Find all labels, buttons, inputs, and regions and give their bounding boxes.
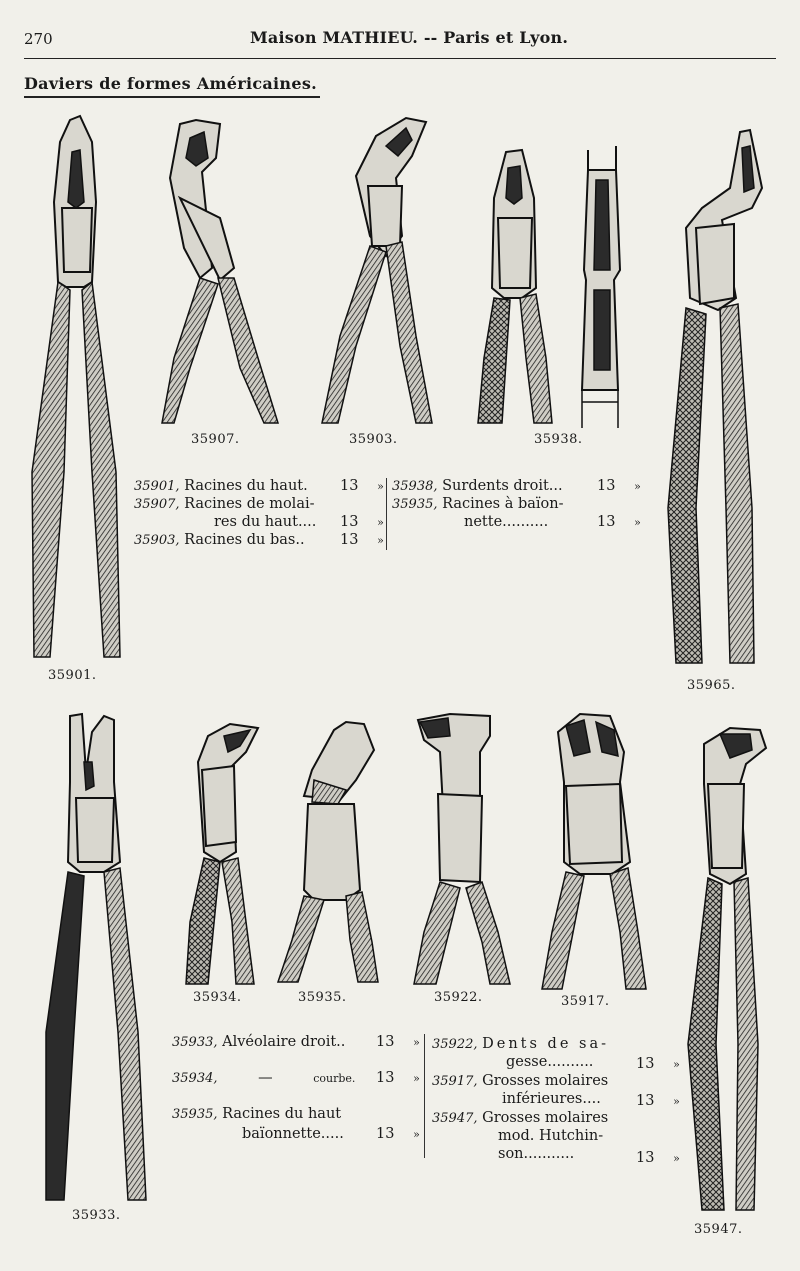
page-header: Maison MATHIEU. -- Paris et Lyon. xyxy=(250,28,569,47)
list-item: 35934, — courbe. xyxy=(172,1070,356,1086)
figure-label-35934: 35934. xyxy=(193,990,242,1005)
list-item: son........... xyxy=(498,1146,575,1162)
list-price: 13 » xyxy=(636,1093,680,1109)
forceps-35933-illustration xyxy=(40,712,152,1204)
figure-label-35965: 35965. xyxy=(687,678,736,693)
list-price: 13 » xyxy=(636,1150,680,1166)
list-price: 13 » xyxy=(376,1126,420,1142)
list-item: 35907, Racines de molai- xyxy=(134,496,315,512)
forceps-35907-illustration xyxy=(160,118,285,428)
list-price: 13 » xyxy=(597,514,641,530)
list-item: 35935, Racines du haut xyxy=(172,1106,342,1122)
column-separator xyxy=(386,478,387,550)
forceps-35901-illustration xyxy=(26,112,126,667)
bayonet-detail-illustration xyxy=(574,140,630,430)
figure-label-35922: 35922. xyxy=(434,990,483,1005)
list-item: 35938, Surdents droit... xyxy=(392,478,563,494)
list-item: inférieures.... xyxy=(502,1091,601,1107)
list-item: baïonnette..... xyxy=(242,1126,344,1142)
list-price: 13 » xyxy=(340,478,384,494)
header-rule xyxy=(24,58,776,59)
figure-label-35947: 35947. xyxy=(694,1222,743,1237)
list-item: 35935, Racines à baïon- xyxy=(392,496,564,512)
title-underline xyxy=(24,96,320,98)
list-item: mod. Hutchin- xyxy=(498,1128,604,1144)
list-item: gesse.......... xyxy=(506,1054,594,1070)
list-item: 35922, Dents de sa- xyxy=(432,1036,609,1052)
forceps-35938-illustration xyxy=(474,148,554,428)
figure-label-35907: 35907. xyxy=(191,432,240,447)
list-item: 35933, Alvéolaire droit.. xyxy=(172,1034,346,1050)
forceps-35935-illustration xyxy=(274,720,384,988)
forceps-35922-illustration xyxy=(410,712,515,987)
forceps-35947-illustration xyxy=(680,724,772,1214)
list-item: 35901, Racines du haut. xyxy=(134,478,308,494)
figure-label-35933: 35933. xyxy=(72,1208,121,1223)
forceps-35903-illustration xyxy=(316,116,441,428)
list-item: res du haut.... xyxy=(214,514,317,530)
list-price: 13 » xyxy=(340,532,384,548)
forceps-35917-illustration xyxy=(540,712,650,992)
list-price: 13 » xyxy=(340,514,384,530)
figure-label-35938: 35938. xyxy=(534,432,583,447)
list-price: 13 » xyxy=(636,1056,680,1072)
list-item: 35903, Racines du bas.. xyxy=(134,532,305,548)
list-item: nette.......... xyxy=(464,514,549,530)
figure-label-35917: 35917. xyxy=(561,994,610,1009)
list-price: 13 » xyxy=(376,1034,420,1050)
page-number: 270 xyxy=(24,30,53,48)
forceps-35934-illustration xyxy=(180,722,260,987)
list-item: 35917, Grosses molaires xyxy=(432,1073,609,1089)
figure-label-35935: 35935. xyxy=(298,990,347,1005)
figure-label-35901: 35901. xyxy=(48,668,97,683)
list-item: 35947, Grosses molaires xyxy=(432,1110,609,1126)
figure-label-35903: 35903. xyxy=(349,432,398,447)
section-title: Daviers de formes Américaines. xyxy=(24,74,318,93)
forceps-35965-illustration xyxy=(662,128,767,668)
column-separator xyxy=(424,1034,425,1158)
list-price: 13 » xyxy=(376,1070,420,1086)
list-price: 13 » xyxy=(597,478,641,494)
